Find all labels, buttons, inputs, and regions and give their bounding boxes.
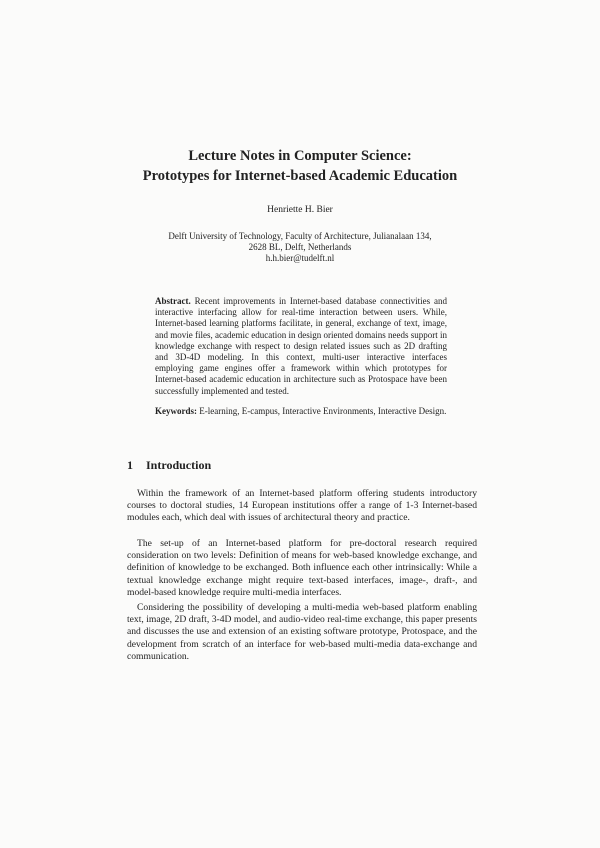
keywords-label: Keywords:	[155, 406, 197, 416]
abstract	[155, 296, 447, 397]
author-name: Henriette H. Bier	[267, 205, 333, 215]
paper-title	[0, 146, 600, 186]
paragraph: Within the framework of an Internet-based platform offering students introductory courses to doctoral studies, 14 European institutions offer a range of 1-3 Internet-based modules each, which deal with issues of architectural theory and practice.	[127, 488, 477, 524]
title-line-1: Lecture Notes in Computer Science:	[188, 148, 412, 164]
author-email: h.h.bier@tudelft.nl	[265, 253, 335, 263]
keywords-text: E-learning, E-campus, Interactive Environments, Interactive Design.	[199, 406, 447, 416]
title-line-2: Prototypes for Internet-based Academic Education	[142, 168, 458, 184]
affiliation-line-1: Delft University of Technology, Faculty of Architecture, Julianalaan 134,	[168, 231, 432, 241]
paragraph: Considering the possibility of developing a multi-media web-based platform enabling text, image, 2D draft, 3-4D model, and audio-video real-time exchange, this paper presents and discusses the use and extension of an existing software prototype, Protospace, and the development from scratch of an interface for web-based multi-media data-exchange and communication.	[127, 602, 477, 662]
abstract-text: Recent improvements in Internet-based database connectivities and interactive interfacing allow for real-time interaction between users. While, Internet-based learning platforms facilitate, in general, exchange of text, image, and movie files, academic education in design oriented domains needs support in knowledge exchange with respect to design related issues such as 2D drafting and 3D-4D modeling. In this context, multi-user interactive interfaces employing game engines offer a framework within which prototypes for Internet-based academic education in architecture such as Protospace have been successfully implemented and tested.	[155, 296, 447, 396]
section-heading	[127, 458, 477, 473]
affiliation-line-2: 2628 BL, Delft, Netherlands	[248, 242, 352, 252]
affiliation	[0, 231, 600, 264]
keywords	[155, 406, 447, 417]
section-number: 1	[127, 458, 133, 472]
paragraph: The set-up of an Internet-based platform for pre-doctoral research required consideration on two levels: Definition of means for web-based knowledge exchange, and definition of knowledge to be exchanged. Both influence each other intrinsically: While a textual knowledge exchange might require text-based interfaces, image-, draft-, and model-based knowledge require multi-media interfaces.	[127, 538, 477, 598]
abstract-label: Abstract.	[155, 296, 191, 306]
section-title: Introduction	[146, 458, 212, 472]
